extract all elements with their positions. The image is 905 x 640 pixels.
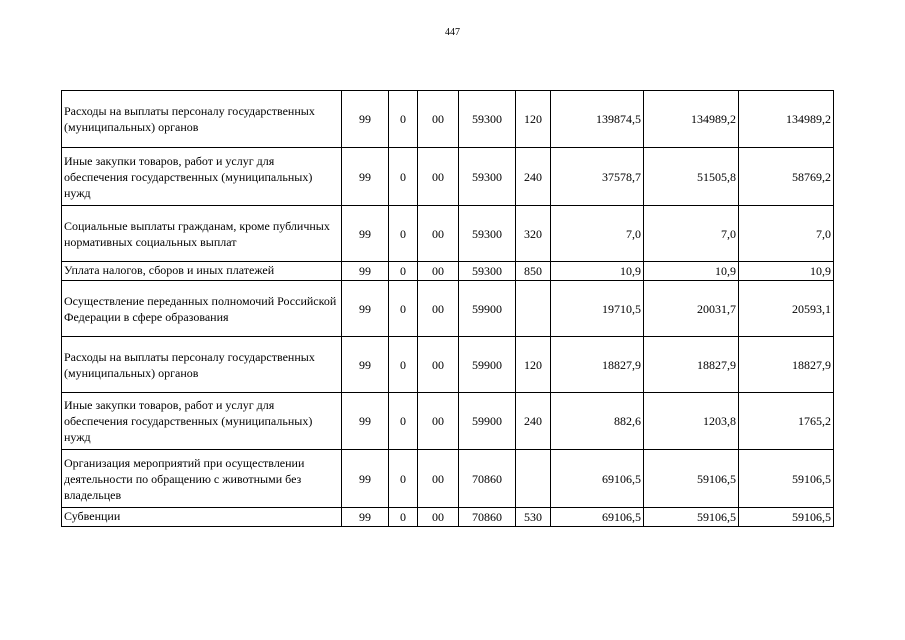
target-code-cell: 70860 xyxy=(459,450,516,508)
subsection-code-cell: 0 xyxy=(389,206,418,262)
expense-type-cell: 120 xyxy=(516,91,551,148)
table-row xyxy=(62,262,834,281)
expense-type-cell xyxy=(516,281,551,337)
subsection-code-cell: 0 xyxy=(389,450,418,508)
value-year3-cell: 18827,9 xyxy=(739,337,834,393)
value-year2-cell: 18827,9 xyxy=(644,337,739,393)
expense-type-cell: 240 xyxy=(516,148,551,206)
section-code-cell: 99 xyxy=(342,508,389,527)
table-row xyxy=(62,148,834,206)
program-code-cell: 00 xyxy=(418,262,459,281)
target-code-cell: 70860 xyxy=(459,508,516,527)
value-year1-cell: 882,6 xyxy=(551,393,644,450)
value-year2-cell: 51505,8 xyxy=(644,148,739,206)
subsection-code-cell: 0 xyxy=(389,508,418,527)
subsection-code-cell: 0 xyxy=(389,393,418,450)
program-code-cell: 00 xyxy=(418,281,459,337)
section-code-cell: 99 xyxy=(342,148,389,206)
value-year2-cell: 134989,2 xyxy=(644,91,739,148)
table-row xyxy=(62,393,834,450)
subsection-code-cell: 0 xyxy=(389,262,418,281)
value-year1-cell: 37578,7 xyxy=(551,148,644,206)
program-code-cell: 00 xyxy=(418,148,459,206)
section-code-cell: 99 xyxy=(342,450,389,508)
value-year3-cell: 59106,5 xyxy=(739,450,834,508)
expense-type-cell xyxy=(516,450,551,508)
value-year2-cell: 59106,5 xyxy=(644,508,739,527)
target-code-cell: 59900 xyxy=(459,337,516,393)
expense-type-cell: 120 xyxy=(516,337,551,393)
target-code-cell: 59900 xyxy=(459,281,516,337)
table-row xyxy=(62,508,834,527)
row-name-cell: Социальные выплаты гражданам, кроме публичных нормативных социальных выплат xyxy=(62,206,342,262)
table-row xyxy=(62,206,834,262)
value-year3-cell: 58769,2 xyxy=(739,148,834,206)
value-year2-cell: 10,9 xyxy=(644,262,739,281)
program-code-cell: 00 xyxy=(418,337,459,393)
value-year2-cell: 7,0 xyxy=(644,206,739,262)
value-year1-cell: 10,9 xyxy=(551,262,644,281)
row-name-cell: Иные закупки товаров, работ и услуг для обеспечения государственных (муниципальных) нужд xyxy=(62,393,342,450)
value-year2-cell: 20031,7 xyxy=(644,281,739,337)
section-code-cell: 99 xyxy=(342,337,389,393)
row-name-cell: Уплата налогов, сборов и иных платежей xyxy=(62,262,342,281)
row-name-cell: Субвенции xyxy=(62,508,342,527)
section-code-cell: 99 xyxy=(342,91,389,148)
value-year2-cell: 1203,8 xyxy=(644,393,739,450)
row-name-cell: Организация мероприятий при осуществлении деятельности по обращению с животными без владельцев xyxy=(62,450,342,508)
budget-table xyxy=(61,90,834,527)
subsection-code-cell: 0 xyxy=(389,281,418,337)
row-name-cell: Расходы на выплаты персоналу государственных (муниципальных) органов xyxy=(62,91,342,148)
target-code-cell: 59300 xyxy=(459,91,516,148)
target-code-cell: 59300 xyxy=(459,262,516,281)
value-year3-cell: 20593,1 xyxy=(739,281,834,337)
value-year3-cell: 7,0 xyxy=(739,206,834,262)
table-row xyxy=(62,450,834,508)
expense-type-cell: 240 xyxy=(516,393,551,450)
value-year1-cell: 18827,9 xyxy=(551,337,644,393)
row-name-cell: Иные закупки товаров, работ и услуг для обеспечения государственных (муниципальных) нужд xyxy=(62,148,342,206)
target-code-cell: 59900 xyxy=(459,393,516,450)
subsection-code-cell: 0 xyxy=(389,91,418,148)
expense-type-cell: 320 xyxy=(516,206,551,262)
subsection-code-cell: 0 xyxy=(389,337,418,393)
target-code-cell: 59300 xyxy=(459,148,516,206)
value-year3-cell: 1765,2 xyxy=(739,393,834,450)
subsection-code-cell: 0 xyxy=(389,148,418,206)
expense-type-cell: 850 xyxy=(516,262,551,281)
value-year1-cell: 7,0 xyxy=(551,206,644,262)
section-code-cell: 99 xyxy=(342,206,389,262)
value-year1-cell: 19710,5 xyxy=(551,281,644,337)
value-year3-cell: 134989,2 xyxy=(739,91,834,148)
expense-type-cell: 530 xyxy=(516,508,551,527)
row-name-cell: Осуществление переданных полномочий Российской Федерации в сфере образования xyxy=(62,281,342,337)
page-number: 447 xyxy=(445,27,460,38)
program-code-cell: 00 xyxy=(418,91,459,148)
table-row xyxy=(62,91,834,148)
value-year1-cell: 69106,5 xyxy=(551,508,644,527)
section-code-cell: 99 xyxy=(342,262,389,281)
value-year3-cell: 59106,5 xyxy=(739,508,834,527)
section-code-cell: 99 xyxy=(342,281,389,337)
value-year1-cell: 139874,5 xyxy=(551,91,644,148)
row-name-cell: Расходы на выплаты персоналу государственных (муниципальных) органов xyxy=(62,337,342,393)
value-year2-cell: 59106,5 xyxy=(644,450,739,508)
table-row xyxy=(62,337,834,393)
program-code-cell: 00 xyxy=(418,206,459,262)
section-code-cell: 99 xyxy=(342,393,389,450)
value-year1-cell: 69106,5 xyxy=(551,450,644,508)
value-year3-cell: 10,9 xyxy=(739,262,834,281)
program-code-cell: 00 xyxy=(418,508,459,527)
table-row xyxy=(62,281,834,337)
program-code-cell: 00 xyxy=(418,393,459,450)
program-code-cell: 00 xyxy=(418,450,459,508)
target-code-cell: 59300 xyxy=(459,206,516,262)
